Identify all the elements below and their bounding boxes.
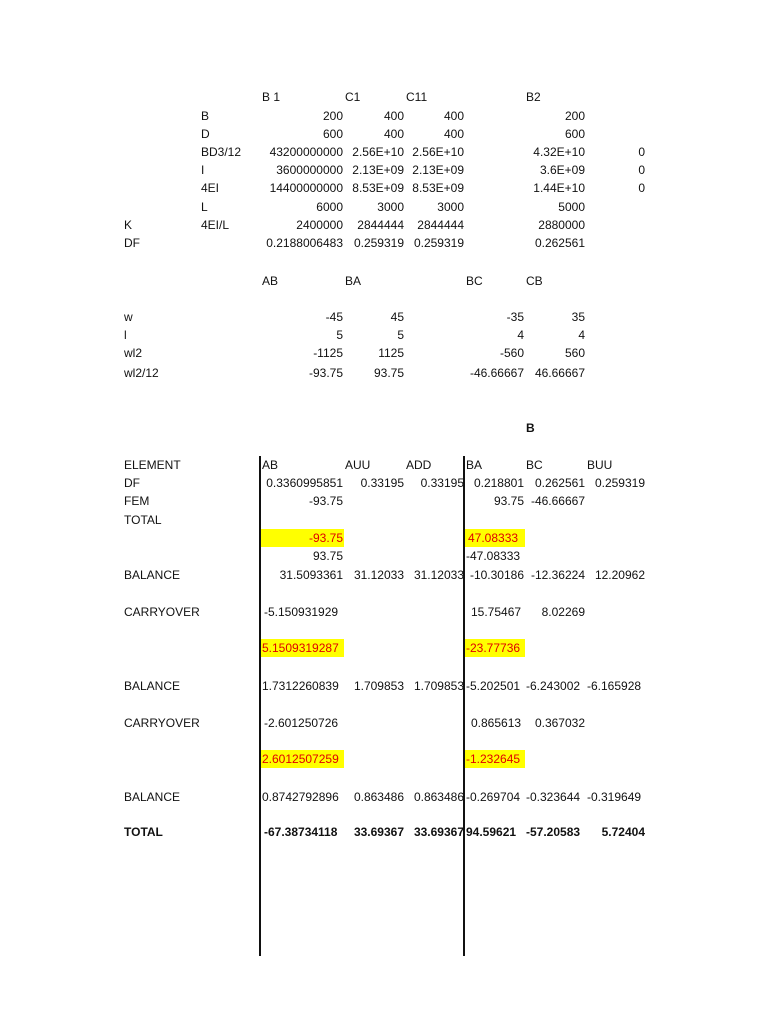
cell-value: -0.323644	[526, 790, 581, 804]
cell-value: 14400000000	[269, 181, 343, 195]
cell-value-highlighted: 5.1509319287	[262, 641, 339, 655]
cell-value-highlighted: 47.08333	[468, 531, 519, 545]
row-label: I	[201, 163, 205, 177]
cell-value: 46.66667	[534, 366, 585, 380]
cell-value: 1.7312260839	[262, 679, 339, 693]
cell-value: 6000	[316, 200, 343, 214]
cell-value: -6.165928	[587, 679, 642, 693]
cell-value: 8.53E+09	[412, 181, 464, 195]
row-label: L	[201, 200, 208, 214]
row-label-carryover: CARRYOVER	[124, 605, 200, 619]
fem-row-label: wl2/12	[124, 366, 159, 380]
cell-value: 35	[571, 310, 585, 324]
header-auu: AUU	[345, 458, 371, 472]
cell-value: 1.709853	[353, 679, 404, 693]
cell-value: 560	[564, 346, 585, 360]
cell-value: 2400000	[296, 218, 343, 232]
cell-value: 5000	[558, 200, 585, 214]
cell-value: 0.259319	[413, 236, 464, 250]
row-label-balance: BALANCE	[124, 679, 181, 693]
cell-value: 3600000000	[276, 163, 343, 177]
row-label-balance: BALANCE	[124, 790, 181, 804]
cell-value: 0.3360995851	[266, 476, 343, 490]
cell-value: 5	[397, 328, 404, 342]
cell-value: -47.08333	[466, 549, 521, 563]
row-label-total: TOTAL	[124, 513, 162, 527]
cell-value-highlighted: -1.232645	[466, 752, 521, 766]
cell-value: 0.262561	[534, 236, 585, 250]
cell-value: -93.75	[308, 366, 343, 380]
col-header-b1: B 1	[262, 90, 281, 104]
cell-value: 0.33195	[360, 476, 404, 490]
cell-value: 1125	[378, 346, 404, 360]
cell-value-highlighted: 2.6012507259	[262, 752, 339, 766]
cell-value: 1.709853	[413, 679, 464, 693]
cell-value: -35	[506, 310, 524, 324]
cell-value: -46.66667	[469, 366, 524, 380]
cell-value: -1125	[313, 346, 343, 360]
cell-value-total: 33.69367	[413, 825, 464, 839]
cell-value: 200	[564, 109, 585, 123]
cell-value: 4	[517, 328, 524, 342]
cell-value: 2.13E+09	[412, 163, 464, 177]
cell-value: 15.75467	[471, 605, 522, 619]
row-label: BD3/12	[201, 145, 242, 159]
cell-value-total: 5.72404	[601, 825, 645, 839]
col-header-b2: B2	[526, 90, 541, 104]
cell-value: 0.259319	[353, 236, 404, 250]
cell-value: 0.33195	[420, 476, 464, 490]
cell-value: 93.75	[493, 494, 524, 508]
cell-value: 200	[322, 109, 343, 123]
col-header-c1: C1	[345, 90, 361, 104]
cell-value: -0.269704	[466, 790, 521, 804]
cell-value: 43200000000	[269, 145, 343, 159]
cell-value: 2844444	[357, 218, 404, 232]
cell-value: -0.319649	[587, 790, 642, 804]
cell-value: 3000	[437, 200, 464, 214]
fem-header-ba: BA	[345, 274, 362, 288]
fem-header-ab: AB	[262, 274, 279, 288]
cell-value: 1.44E+10	[533, 181, 585, 195]
cell-value: 45	[390, 310, 404, 324]
row-label-df: DF	[124, 476, 140, 490]
cell-value: -46.66667	[530, 494, 585, 508]
cell-value: 400	[443, 109, 464, 123]
row-label-balance: BALANCE	[124, 568, 181, 582]
cell-value: 3000	[377, 200, 404, 214]
cell-value: 2844444	[417, 218, 464, 232]
fem-row-label: l	[124, 328, 127, 342]
cell-value: 0.367032	[534, 716, 585, 730]
cell-value: 12.20962	[594, 568, 645, 582]
row-label: B	[201, 109, 210, 123]
cell-value: 8.02269	[541, 605, 585, 619]
cell-value: -5.202501	[466, 679, 521, 693]
joint-label: B	[526, 421, 535, 435]
header-bc: BC	[526, 458, 543, 472]
cell-value: 0.863486	[353, 790, 404, 804]
cell-value: 0.8742792896	[262, 790, 339, 804]
fem-header-bc: BC	[466, 274, 483, 288]
cell-value: 93.75	[373, 366, 404, 380]
cell-value: -10.30186	[469, 568, 524, 582]
cell-value: 8.53E+09	[352, 181, 404, 195]
row-label: 4EI	[201, 181, 220, 195]
cell-value: 2880000	[538, 218, 585, 232]
header-ba: BA	[466, 458, 483, 472]
cell-value: -6.243002	[526, 679, 581, 693]
cell-value-total: 33.69367	[353, 825, 404, 839]
cell-value: -5.150931929	[264, 605, 339, 619]
row-label-fem: FEM	[124, 494, 150, 508]
cell-value-highlighted: -93.75	[308, 531, 343, 545]
cell-value: 31.5093361	[279, 568, 343, 582]
row-label-carryover: CARRYOVER	[124, 716, 200, 730]
cell-value-total: -57.20583	[526, 825, 581, 839]
cell-value: 93.75	[312, 549, 343, 563]
row-label: 4EI/L	[201, 218, 230, 232]
row-lead-label: DF	[124, 236, 140, 250]
col-header-c11: C11	[406, 90, 428, 104]
cell-value: 0.2188006483	[266, 236, 343, 250]
row-lead-label: K	[124, 218, 133, 232]
cell-value-total: -67.38734118	[264, 825, 338, 839]
cell-value: 0	[638, 163, 645, 177]
cell-value: 600	[322, 127, 343, 141]
cell-value: 31.12033	[353, 568, 404, 582]
cell-value: 4.32E+10	[533, 145, 585, 159]
cell-value: 600	[564, 127, 585, 141]
cell-value: 0.259319	[594, 476, 645, 490]
cell-value: 400	[383, 109, 404, 123]
cell-value: 400	[443, 127, 464, 141]
cell-value: 2.56E+10	[412, 145, 464, 159]
cell-value: -2.601250726	[264, 716, 339, 730]
header-element: ELEMENT	[124, 458, 181, 472]
cell-value: 2.56E+10	[352, 145, 404, 159]
cell-value: 5	[336, 328, 343, 342]
row-label: D	[201, 127, 210, 141]
cell-value: 4	[578, 328, 585, 342]
cell-value: 0.262561	[534, 476, 585, 490]
cell-value: -12.36224	[530, 568, 585, 582]
header-buu: BUU	[587, 458, 613, 472]
header-ab: AB	[262, 458, 279, 472]
row-label-total-final: TOTAL	[124, 825, 163, 839]
cell-value: 2.13E+09	[352, 163, 404, 177]
cell-value: 0.863486	[413, 790, 464, 804]
fem-header-cb: CB	[526, 274, 543, 288]
cell-value: 0	[638, 181, 645, 195]
cell-value: 400	[383, 127, 404, 141]
cell-value: 0.218801	[473, 476, 524, 490]
cell-value: 0	[638, 145, 645, 159]
header-add: ADD	[406, 458, 432, 472]
cell-value: 3.6E+09	[539, 163, 585, 177]
fem-row-label: w	[124, 310, 133, 324]
cell-value: -560	[499, 346, 524, 360]
cell-value-total: 94.59621	[466, 825, 517, 839]
cell-value: 0.865613	[471, 716, 522, 730]
cell-value-highlighted: -23.77736	[466, 641, 521, 655]
fem-row-label: wl2	[124, 346, 143, 360]
cell-value: -93.75	[308, 494, 343, 508]
cell-value: 31.12033	[413, 568, 464, 582]
cell-value: -45	[325, 310, 343, 324]
